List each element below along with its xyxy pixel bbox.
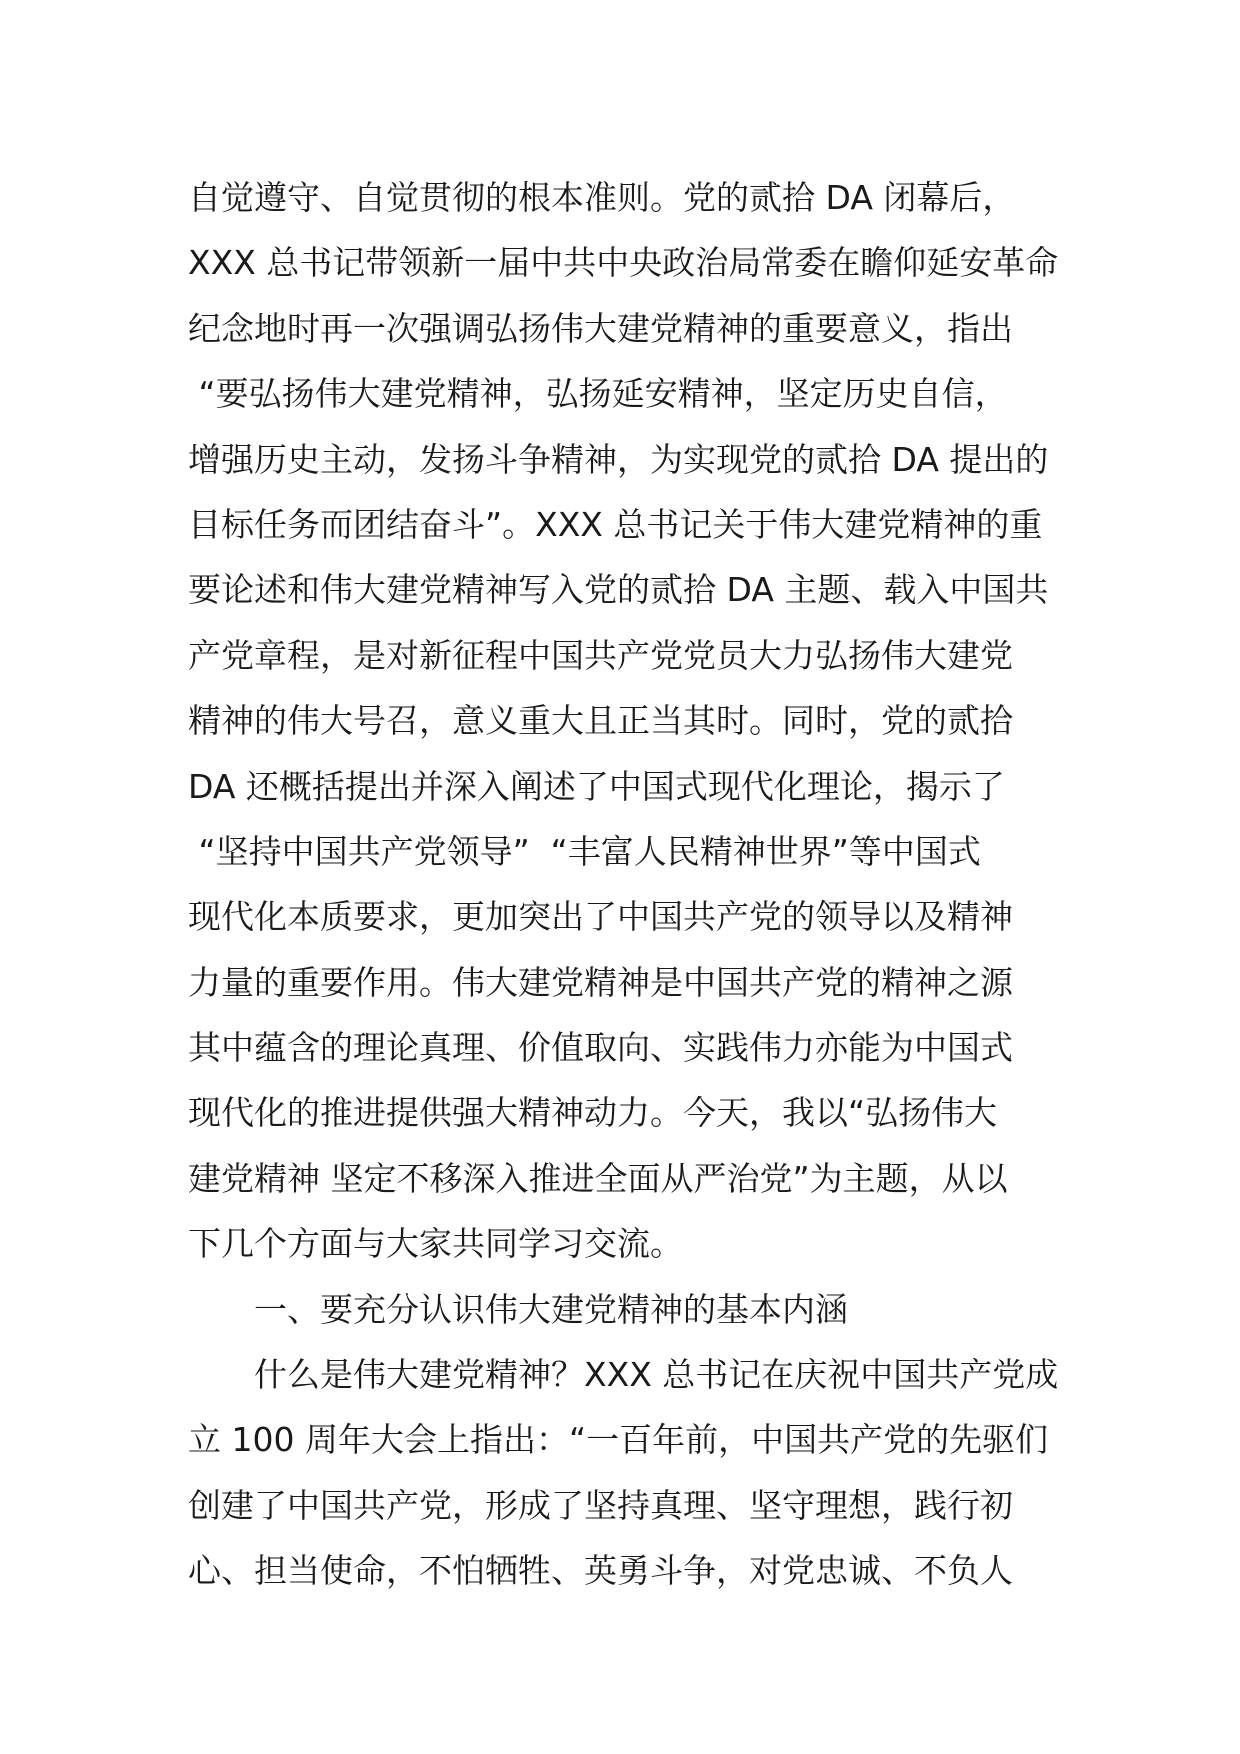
text-line: 要论述和伟大建党精神写入党的贰拾 DA 主题、载入中国共 bbox=[188, 570, 1049, 610]
text-line: 纪念地时再一次强调弘扬伟大建党精神的重要意义，指出 bbox=[188, 308, 1013, 348]
text-line: “坚持中国共产党领导” “丰富人民精神世界”等中国式 bbox=[188, 831, 981, 871]
section-heading: 一、要充分认识伟大建党精神的基本内涵 bbox=[254, 1289, 848, 1329]
text-line: 力量的重要作用。伟大建党精神是中国共产党的精神之源 bbox=[188, 962, 1013, 1002]
text-line: 现代化本质要求，更加突出了中国共产党的领导以及精神 bbox=[188, 897, 1013, 937]
text-line: “要弘扬伟大建党精神，弘扬延安精神，坚定历史自信， bbox=[188, 374, 1008, 414]
text-line: 创建了中国共产党，形成了坚持真理、坚守理想，践行初 bbox=[188, 1485, 1013, 1525]
text-line: 建党精神 坚定不移深入推进全面从严治党”为主题，从以 bbox=[188, 1158, 1008, 1198]
body-text bbox=[188, 165, 1068, 1604]
text-line: 下几个方面与大家共同学习交流。 bbox=[188, 1224, 683, 1264]
text-line: 增强历史主动，发扬斗争精神，为实现党的贰拾 DA 提出的 bbox=[188, 439, 1049, 479]
text-line: 目标任务而团结奋斗”。XXX 总书记关于伟大建党精神的重 bbox=[188, 504, 1043, 544]
text-line: 精神的伟大号召，意义重大且正当其时。同时，党的贰拾 bbox=[188, 701, 1013, 741]
text-line: 心、担当使命，不怕牺牲、英勇斗争，对党忠诚、不负人 bbox=[188, 1551, 1013, 1591]
text-line: 什么是伟大建党精神？XXX 总书记在庆祝中国共产党成 bbox=[254, 1355, 1059, 1395]
text-line: 产党章程，是对新征程中国共产党党员大力弘扬伟大建党 bbox=[188, 635, 1013, 675]
text-line: 其中蕴含的理论真理、价值取向、实践伟力亦能为中国式 bbox=[188, 1028, 1013, 1068]
text-line: DA 还概括提出并深入阐述了中国式现代化理论，揭示了 bbox=[188, 766, 1005, 806]
text-line: XXX 总书记带领新一届中共中央政治局常委在瞻仰延安革命 bbox=[188, 243, 1059, 283]
text-line: 现代化的推进提供强大精神动力。今天，我以“弘扬伟大 bbox=[188, 1093, 998, 1133]
text-line: 立 100 周年大会上指出：“一百年前，中国共产党的先驱们 bbox=[188, 1420, 1049, 1460]
text-line: 自觉遵守、自觉贯彻的根本准则。党的贰拾 DA 闭幕后， bbox=[188, 178, 1016, 217]
